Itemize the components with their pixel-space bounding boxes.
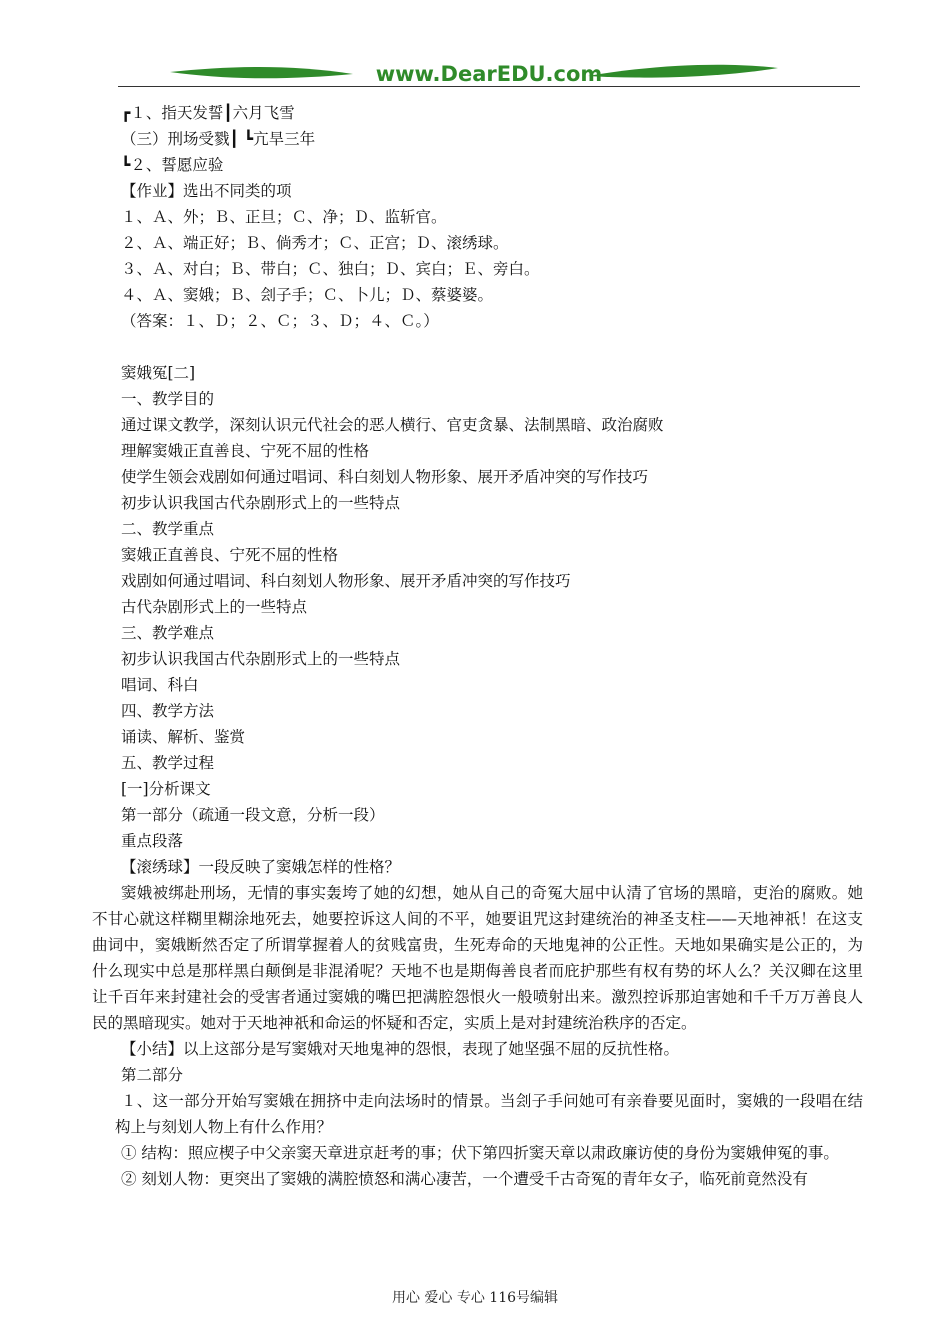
homework-title: 【作业】选出不同类的项 bbox=[121, 182, 292, 200]
outline-line: ┗２、誓愿应验 bbox=[121, 156, 224, 174]
section-line: 诵读、解析、鉴赏 bbox=[121, 728, 246, 746]
section-line: 唱词、科白 bbox=[121, 676, 199, 694]
outline-line: （三）刑场受戮┃ ┗亢旱三年 bbox=[121, 130, 316, 148]
section-line: [一]分析课文 bbox=[121, 780, 211, 798]
section-line: 二、教学重点 bbox=[121, 520, 215, 538]
document-body bbox=[92, 100, 863, 1192]
section-line: 初步认识我国古代杂剧形式上的一些特点 bbox=[121, 650, 401, 668]
section-line: 五、教学过程 bbox=[121, 754, 215, 772]
section-line: 重点段落 bbox=[121, 832, 184, 850]
header-rule bbox=[118, 86, 860, 87]
section-line: 初步认识我国古代杂剧形式上的一些特点 bbox=[121, 494, 401, 512]
summary-line: 【小结】以上这部分是写窦娥对天地鬼神的怨恨，表现了她坚强不屈的反抗性格。 bbox=[121, 1040, 680, 1058]
section-line: 一、教学目的 bbox=[121, 390, 215, 408]
section-line: 理解窦娥正直善良、宁死不屈的性格 bbox=[121, 442, 370, 460]
section-line: 使学生领会戏剧如何通过唱词、科白刻划人物形象、展开矛盾冲突的写作技巧 bbox=[121, 468, 649, 486]
analysis-paragraph: 窦娥被绑赴刑场，无情的事实轰垮了她的幻想，她从自己的奇冤大屈中认清了官场的黑暗，吏治的腐败。她不甘心就这样糊里糊涂地死去，她要控诉这人间的不平，她要诅咒这封建统治的神圣支柱——天地神祇！在这支曲词中，窦娥断然否定了所谓掌握着人的贫贱富贵，生死寿命的天地鬼神的公正性。天地如果确实是公正的，为什么现实中总是那样黑白颠倒是非混淆呢？天地不也是期侮善良者而庇护那些有权有势的坏人么？关汉卿在这里让千百年来封建社会的受害者通过窦娥的嘴巴把满腔怨恨火一般喷射出来。激烈控诉那迫害她和千千万万善良人民的黑暗现实。她对于天地神祇和命运的怀疑和否定，实质上是对封建统治秩序的否定。 bbox=[92, 884, 863, 1032]
homework-item: ４、Ａ、窦娥；Ｂ、刽子手；Ｃ、卜儿；Ｄ、蔡婆婆。 bbox=[121, 286, 494, 304]
site-url: www.DearEDU.com bbox=[375, 62, 603, 86]
homework-item: １、Ａ、外；Ｂ、正旦；Ｃ、净；Ｄ、监斩官。 bbox=[121, 208, 447, 226]
homework-item: ３、Ａ、对白；Ｂ、带白；Ｃ、独白；Ｄ、宾白；Ｅ、旁白。 bbox=[121, 260, 540, 278]
section-line: 窦娥正直善良、宁死不屈的性格 bbox=[121, 546, 339, 564]
section-line: 第一部分（疏通一段文意，分析一段） bbox=[121, 806, 385, 824]
section-line: 三、教学难点 bbox=[121, 624, 215, 642]
page-footer: 用心 爱心 专心 116号编辑 bbox=[391, 1290, 559, 1306]
section-line: 通过课文教学，深刻认识元代社会的恶人横行、官吏贪暴、法制黑暗、政治腐败 bbox=[121, 416, 664, 434]
blank-line bbox=[121, 334, 863, 360]
part-title: 第二部分 bbox=[121, 1066, 184, 1084]
section-line: 四、教学方法 bbox=[121, 702, 215, 720]
section-line: 【滚绣球】一段反映了窦娥怎样的性格？ bbox=[121, 858, 401, 876]
section-line: 古代杂剧形式上的一些特点 bbox=[121, 598, 308, 616]
question-paragraph: １、这一部分开始写窦娥在拥挤中走向法场时的情景。当刽子手问她可有亲眷要见面时，窦娥的一段唱在结构上与刻划人物上有什么作用？ bbox=[115, 1092, 863, 1136]
outline-line: ┏１、指天发誓┃六月飞雪 bbox=[121, 104, 295, 122]
answer-paragraph: ① 结构：照应楔子中父亲窦天章进京赶考的事；伏下第四折窦天章以肃政廉访使的身份为窦娥伸冤的事。 bbox=[121, 1144, 839, 1162]
homework-answer: （答案：１、Ｄ；２、Ｃ；３、Ｄ；４、Ｃ。） bbox=[121, 312, 439, 330]
section-title: 窦娥冤[二] bbox=[121, 364, 196, 382]
answer-paragraph: ② 刻划人物：更突出了窦娥的满腔愤怒和满心凄苦，一个遭受千古奇冤的青年女子，临死前竟然没有 bbox=[121, 1170, 808, 1188]
section-line: 戏剧如何通过唱词、科白刻划人物形象、展开矛盾冲突的写作技巧 bbox=[121, 572, 571, 590]
homework-item: ２、Ａ、端正好；Ｂ、倘秀才；Ｃ、正宫；Ｄ、滚绣球。 bbox=[121, 234, 509, 252]
